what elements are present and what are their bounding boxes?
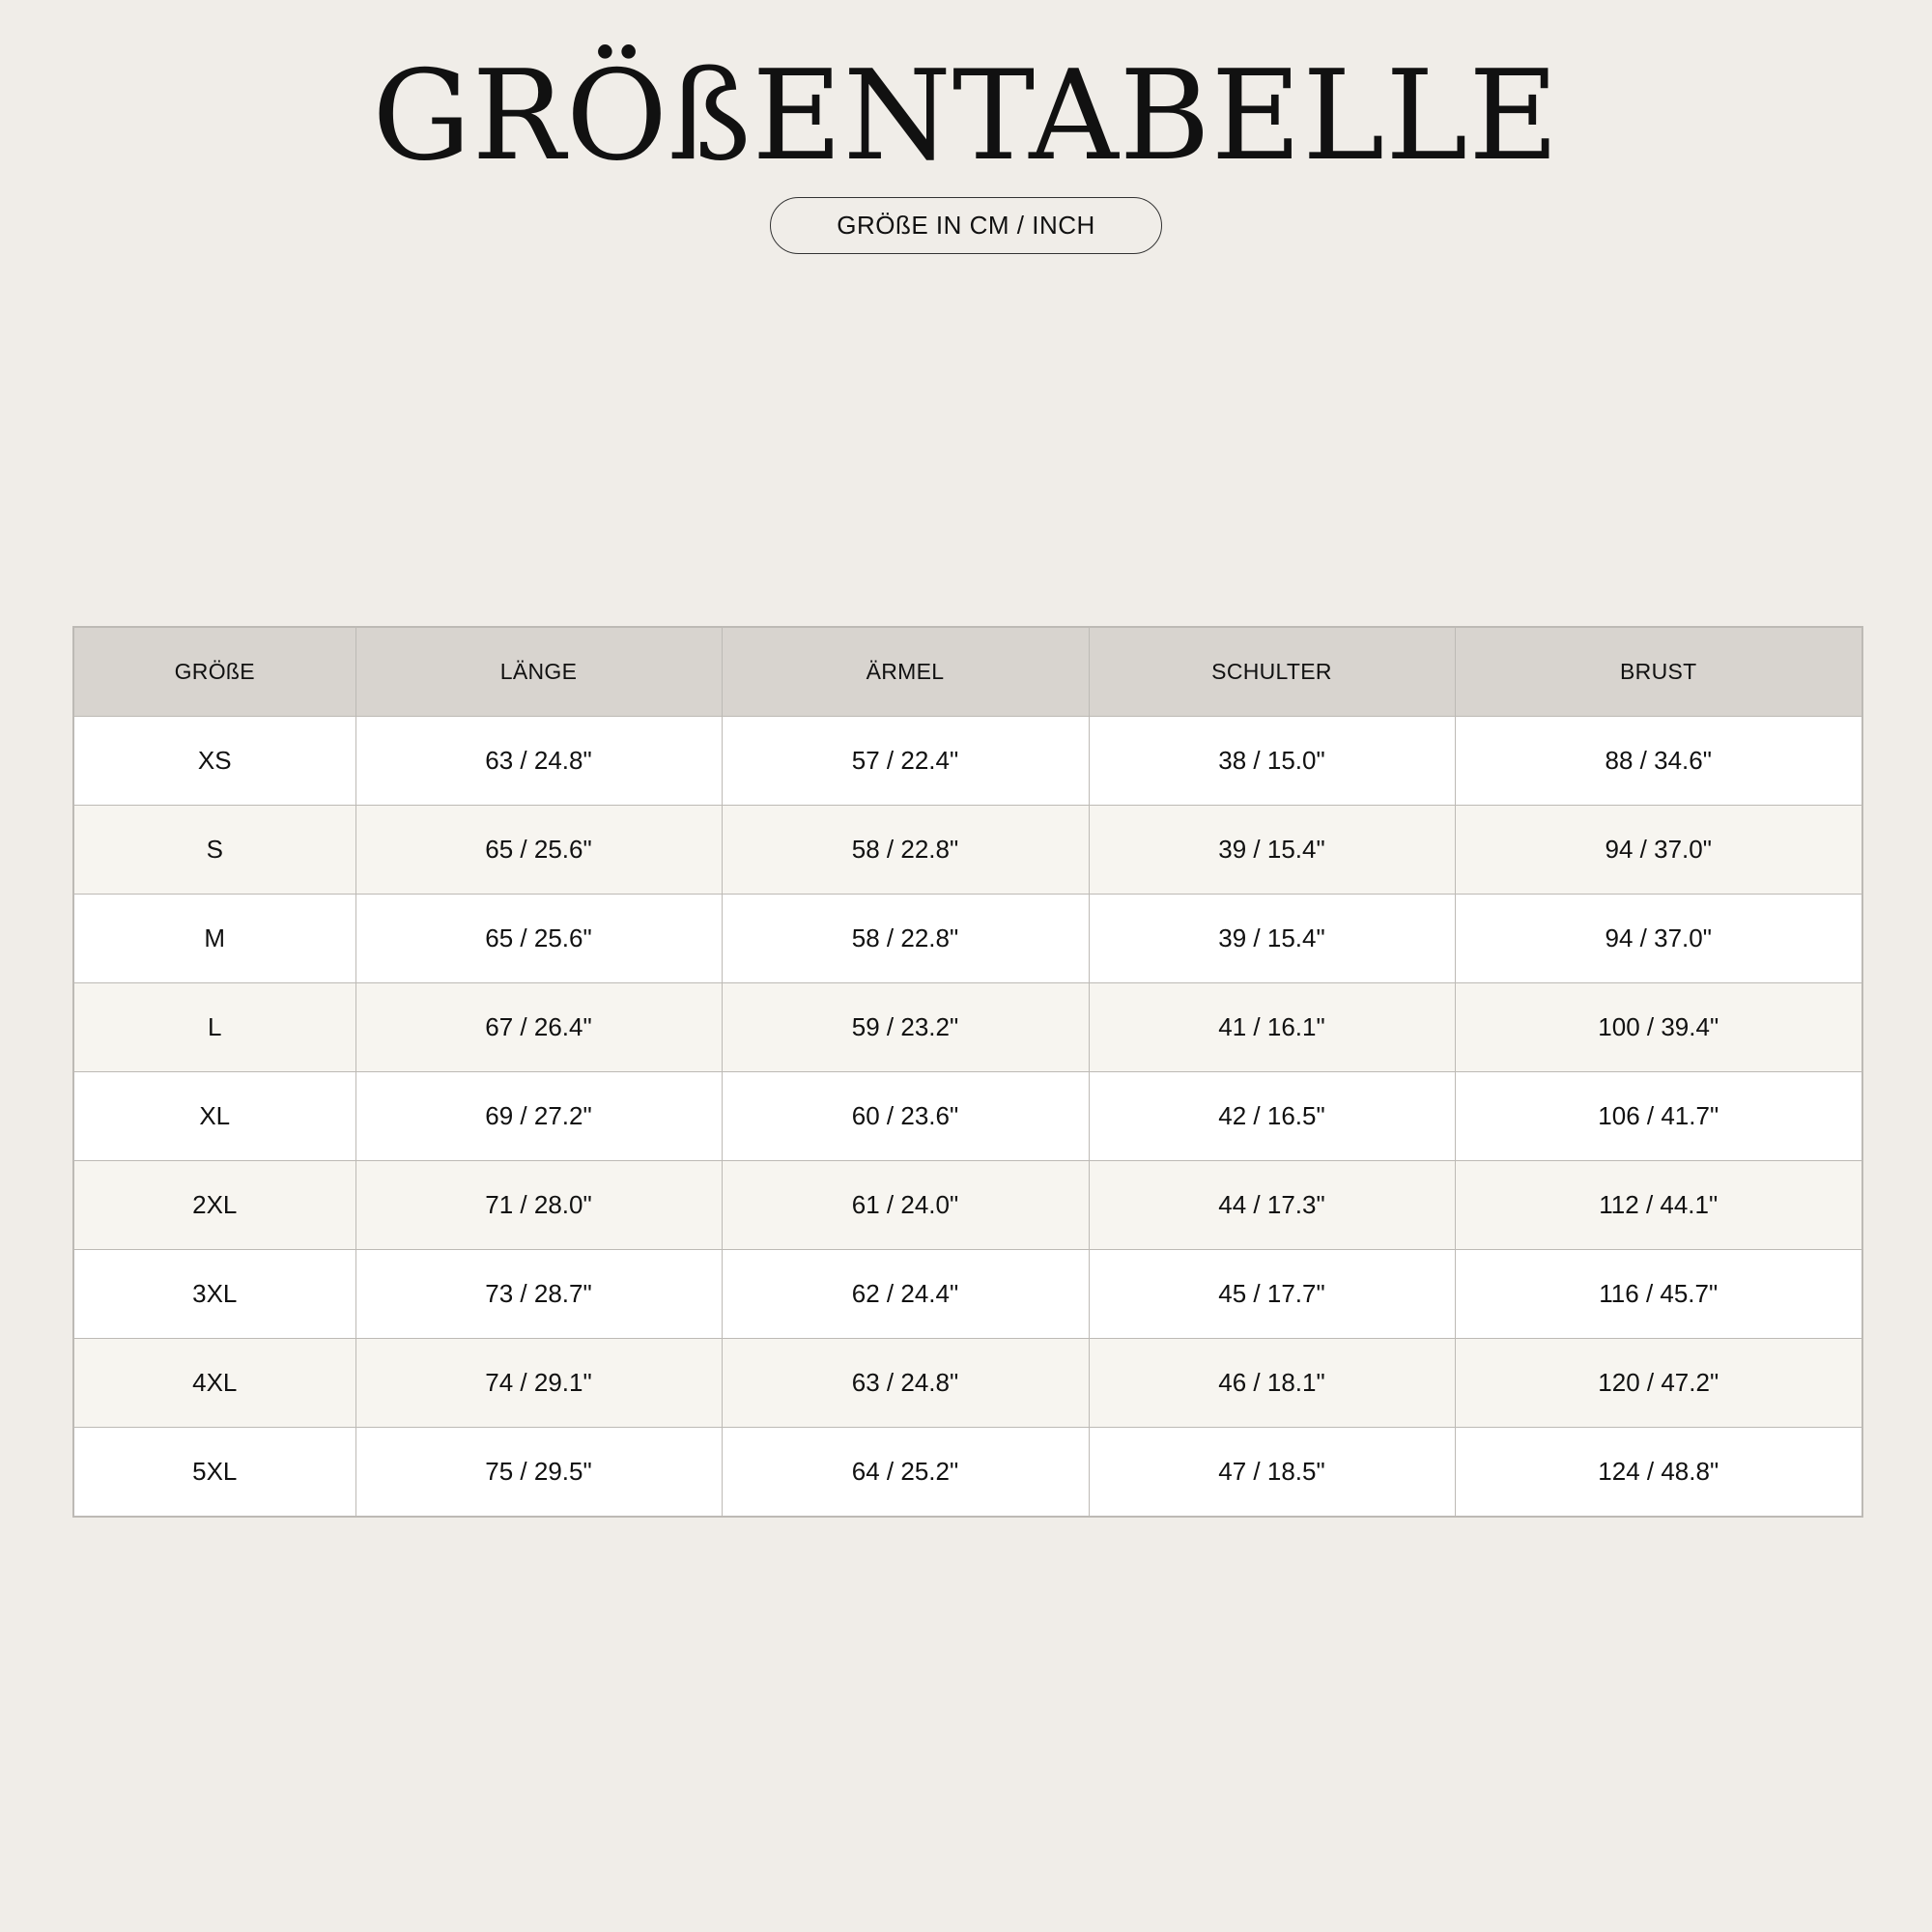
cell-schulter: 38 / 15.0" [1089,717,1455,806]
table-row [73,895,1862,983]
cell-size: S [73,806,355,895]
cell-brust: 116 / 45.7" [1455,1250,1862,1339]
cell-size: 2XL [73,1161,355,1250]
cell-brust: 88 / 34.6" [1455,717,1862,806]
cell-aermel: 60 / 23.6" [722,1072,1089,1161]
cell-size: XS [73,717,355,806]
table-row [73,806,1862,895]
page-title: GRÖßENTABELLE [372,44,1560,188]
cell-laenge: 67 / 26.4" [355,983,722,1072]
cell-schulter: 41 / 16.1" [1089,983,1455,1072]
cell-aermel: 63 / 24.8" [722,1339,1089,1428]
table-row [73,1250,1862,1339]
header-brust: BRUST [1455,627,1862,717]
cell-schulter: 42 / 16.5" [1089,1072,1455,1161]
cell-brust: 106 / 41.7" [1455,1072,1862,1161]
cell-brust: 100 / 39.4" [1455,983,1862,1072]
table-header-row [73,627,1862,717]
table-row [73,1428,1862,1518]
cell-laenge: 73 / 28.7" [355,1250,722,1339]
cell-laenge: 75 / 29.5" [355,1428,722,1518]
cell-laenge: 69 / 27.2" [355,1072,722,1161]
cell-size: 5XL [73,1428,355,1518]
cell-brust: 112 / 44.1" [1455,1161,1862,1250]
cell-aermel: 61 / 24.0" [722,1161,1089,1250]
unit-badge: GRÖßE IN CM / INCH [770,197,1162,254]
cell-size: 4XL [73,1339,355,1428]
header-laenge: LÄNGE [355,627,722,717]
cell-laenge: 65 / 25.6" [355,895,722,983]
cell-aermel: 64 / 25.2" [722,1428,1089,1518]
cell-brust: 124 / 48.8" [1455,1428,1862,1518]
cell-schulter: 39 / 15.4" [1089,806,1455,895]
cell-brust: 94 / 37.0" [1455,895,1862,983]
header-aermel: ÄRMEL [722,627,1089,717]
cell-size: XL [73,1072,355,1161]
cell-brust: 120 / 47.2" [1455,1339,1862,1428]
cell-brust: 94 / 37.0" [1455,806,1862,895]
cell-laenge: 71 / 28.0" [355,1161,722,1250]
cell-laenge: 65 / 25.6" [355,806,722,895]
size-table [72,626,1863,1518]
cell-schulter: 44 / 17.3" [1089,1161,1455,1250]
cell-schulter: 47 / 18.5" [1089,1428,1455,1518]
cell-size: 3XL [73,1250,355,1339]
header-groesse: GRÖßE [73,627,355,717]
cell-aermel: 58 / 22.8" [722,895,1089,983]
cell-schulter: 45 / 17.7" [1089,1250,1455,1339]
cell-aermel: 62 / 24.4" [722,1250,1089,1339]
cell-aermel: 58 / 22.8" [722,806,1089,895]
header-schulter: SCHULTER [1089,627,1455,717]
cell-schulter: 39 / 15.4" [1089,895,1455,983]
cell-laenge: 74 / 29.1" [355,1339,722,1428]
table-row [73,983,1862,1072]
table-row [73,717,1862,806]
cell-size: L [73,983,355,1072]
table-row [73,1072,1862,1161]
table-row [73,1339,1862,1428]
cell-aermel: 57 / 22.4" [722,717,1089,806]
cell-aermel: 59 / 23.2" [722,983,1089,1072]
cell-schulter: 46 / 18.1" [1089,1339,1455,1428]
cell-laenge: 63 / 24.8" [355,717,722,806]
table-row [73,1161,1862,1250]
cell-size: M [73,895,355,983]
